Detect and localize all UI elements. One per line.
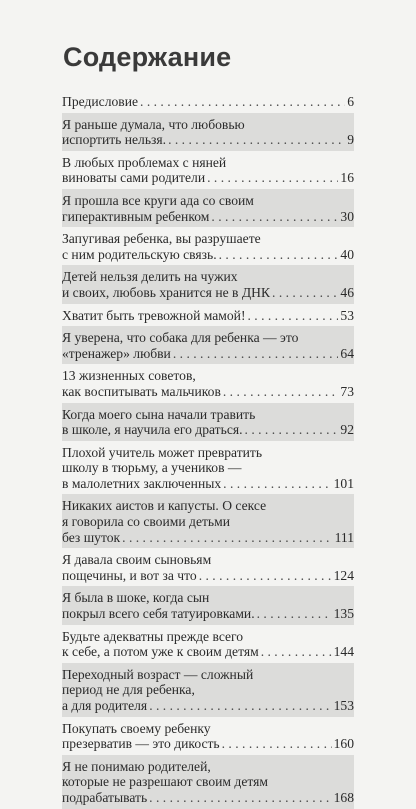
toc-entry xyxy=(62,663,354,717)
toc-entry-text: в школе, я научила его драться. xyxy=(62,422,243,438)
toc-entry xyxy=(62,494,354,548)
page-number: 40 xyxy=(340,246,354,262)
page-number: 160 xyxy=(333,736,354,752)
toc-entry-line: период не для ребенка, xyxy=(62,682,195,698)
dot-leader xyxy=(211,209,338,225)
page-number: 101 xyxy=(333,475,354,491)
dot-leader xyxy=(261,644,332,660)
toc-entry-line: Когда моего сына начали травить xyxy=(62,406,256,422)
toc-entry xyxy=(62,625,354,663)
toc-entry-text: виноваты сами родители xyxy=(62,170,206,186)
page-number: 64 xyxy=(340,345,354,361)
dot-leader xyxy=(219,247,339,263)
toc-entry-text: без шуток xyxy=(62,529,121,545)
page-number: 6 xyxy=(347,94,354,109)
toc-entry-line: 13 жизненных советов, xyxy=(62,368,196,384)
toc-entry-last-line xyxy=(62,530,354,546)
dot-leader xyxy=(149,790,331,806)
dot-leader xyxy=(140,94,345,110)
toc-entry-last-line xyxy=(62,285,354,301)
dot-leader xyxy=(257,606,332,622)
toc-entry-text: Предисловие xyxy=(62,94,139,109)
dot-leader xyxy=(272,285,338,301)
dot-leader xyxy=(223,384,339,400)
toc-entry-line: Я уверена, что собака для ребенка — это xyxy=(62,330,299,346)
toc-entry-line: которые не разрешают своим детям xyxy=(62,774,269,790)
toc-entry xyxy=(62,441,354,495)
toc-entry-text: испортить нельзя. xyxy=(62,132,167,148)
toc-entry-last-line xyxy=(62,384,354,400)
toc-entry-line: В любых проблемах с няней xyxy=(62,154,227,170)
toc-entry-line: Я не понимаю родителей, xyxy=(62,758,211,774)
page-number: 16 xyxy=(340,170,354,186)
toc-entry-text: покрыл всего себя татуировками. xyxy=(62,606,255,622)
toc-entry xyxy=(62,90,354,113)
toc-entry-line: Я прошла все круги ада со своим xyxy=(62,192,254,208)
page-number: 144 xyxy=(333,644,354,660)
page-number: 73 xyxy=(340,383,354,399)
toc-entry-text: подрабатывать xyxy=(62,789,148,805)
dot-leader xyxy=(245,422,339,438)
toc-entry-last-line xyxy=(62,346,354,362)
toc-entry-last-line xyxy=(62,422,354,438)
dot-leader xyxy=(247,308,338,324)
toc-entry-last-line xyxy=(62,644,354,660)
toc-entry xyxy=(62,717,354,755)
toc-entry-last-line xyxy=(62,308,354,324)
toc-entry xyxy=(62,326,354,364)
dot-leader xyxy=(173,346,339,362)
toc-entry-last-line xyxy=(62,736,354,752)
toc-entry-last-line xyxy=(62,94,354,110)
toc-entry xyxy=(62,151,354,189)
toc-entry-text: к себе, а потом уже к своим детям xyxy=(62,644,259,660)
page-number: 46 xyxy=(340,284,354,300)
page-title: Содержание xyxy=(63,42,232,72)
page-number: 135 xyxy=(333,606,354,622)
toc-list xyxy=(62,90,354,809)
toc-entry-line: Я раньше думала, что любовью xyxy=(62,116,245,132)
toc-entry-line: школу в тюрьму, а учеников — xyxy=(62,460,242,476)
toc-entry-line: Никаких аистов и капусты. О сексе xyxy=(62,498,267,514)
toc-entry xyxy=(62,304,354,327)
toc-entry xyxy=(62,364,354,402)
page-number: 153 xyxy=(333,698,354,713)
toc-entry-text: Хватит быть тревожной мамой! xyxy=(62,307,246,323)
toc-entry-line: Покупать своему ребенку xyxy=(62,720,211,736)
toc-entry-text: как воспитывать мальчиков xyxy=(62,383,221,399)
toc-entry-text: «тренажер» любви xyxy=(62,345,171,361)
toc-entry xyxy=(62,113,354,151)
toc-entry-line: я говорила со своими детьми xyxy=(62,514,230,530)
dot-leader xyxy=(222,736,332,752)
toc-entry-line: Плохой учитель может превратить xyxy=(62,444,263,460)
toc-entry-line: Запугивая ребенка, вы разрушаете xyxy=(62,231,261,247)
page-number: 53 xyxy=(340,307,354,323)
toc-entry-last-line xyxy=(62,132,354,148)
toc-entry-text: с ним родительскую связь. xyxy=(62,246,217,262)
toc-entry xyxy=(62,265,354,303)
toc-entry-last-line xyxy=(62,209,354,225)
page-number: 168 xyxy=(333,789,354,805)
toc-entry-line: Переходный возраст — сложный xyxy=(62,666,254,682)
toc-entry-text: в малолетних заключенных xyxy=(62,475,222,491)
toc-entry xyxy=(62,755,354,809)
page-number: 30 xyxy=(340,208,354,224)
dot-leader xyxy=(168,132,345,148)
toc-entry-line: Детей нельзя делить на чужих xyxy=(62,269,238,285)
toc-entry-last-line xyxy=(62,698,354,714)
page-number: 92 xyxy=(340,422,354,438)
dot-leader xyxy=(207,170,338,186)
toc-entry-last-line xyxy=(62,568,354,584)
toc-entry-text: гиперактивным ребенком xyxy=(62,208,210,224)
page-number: 124 xyxy=(333,567,354,583)
toc-entry-last-line xyxy=(62,790,354,806)
toc-entry-last-line xyxy=(62,476,354,492)
toc-entry-text: и своих, любовь хранится не в ДНК xyxy=(62,284,271,300)
toc-entry xyxy=(62,227,354,265)
dot-leader xyxy=(199,568,332,584)
toc-entry xyxy=(62,548,354,586)
toc-entry-last-line xyxy=(62,606,354,622)
toc-entry-text: пощечины, и вот за что xyxy=(62,567,197,583)
toc-entry-line: Я была в шоке, когда сын xyxy=(62,590,210,606)
dot-leader xyxy=(149,698,331,714)
toc-entry-text: а для родителя xyxy=(62,698,148,713)
toc-entry-line: Я давала своим сыновьям xyxy=(62,552,212,568)
toc-entry-line: Будьте адекватны прежде всего xyxy=(62,628,244,644)
dot-leader xyxy=(223,476,331,492)
toc-entry xyxy=(62,586,354,624)
page-number: 9 xyxy=(347,132,354,148)
toc-entry xyxy=(62,189,354,227)
toc-entry-last-line xyxy=(62,247,354,263)
toc-entry-last-line xyxy=(62,170,354,186)
toc-entry xyxy=(62,403,354,441)
toc-entry-text: презерватив — это дикость xyxy=(62,736,220,752)
dot-leader xyxy=(122,530,332,546)
page-number: 111 xyxy=(334,529,354,545)
